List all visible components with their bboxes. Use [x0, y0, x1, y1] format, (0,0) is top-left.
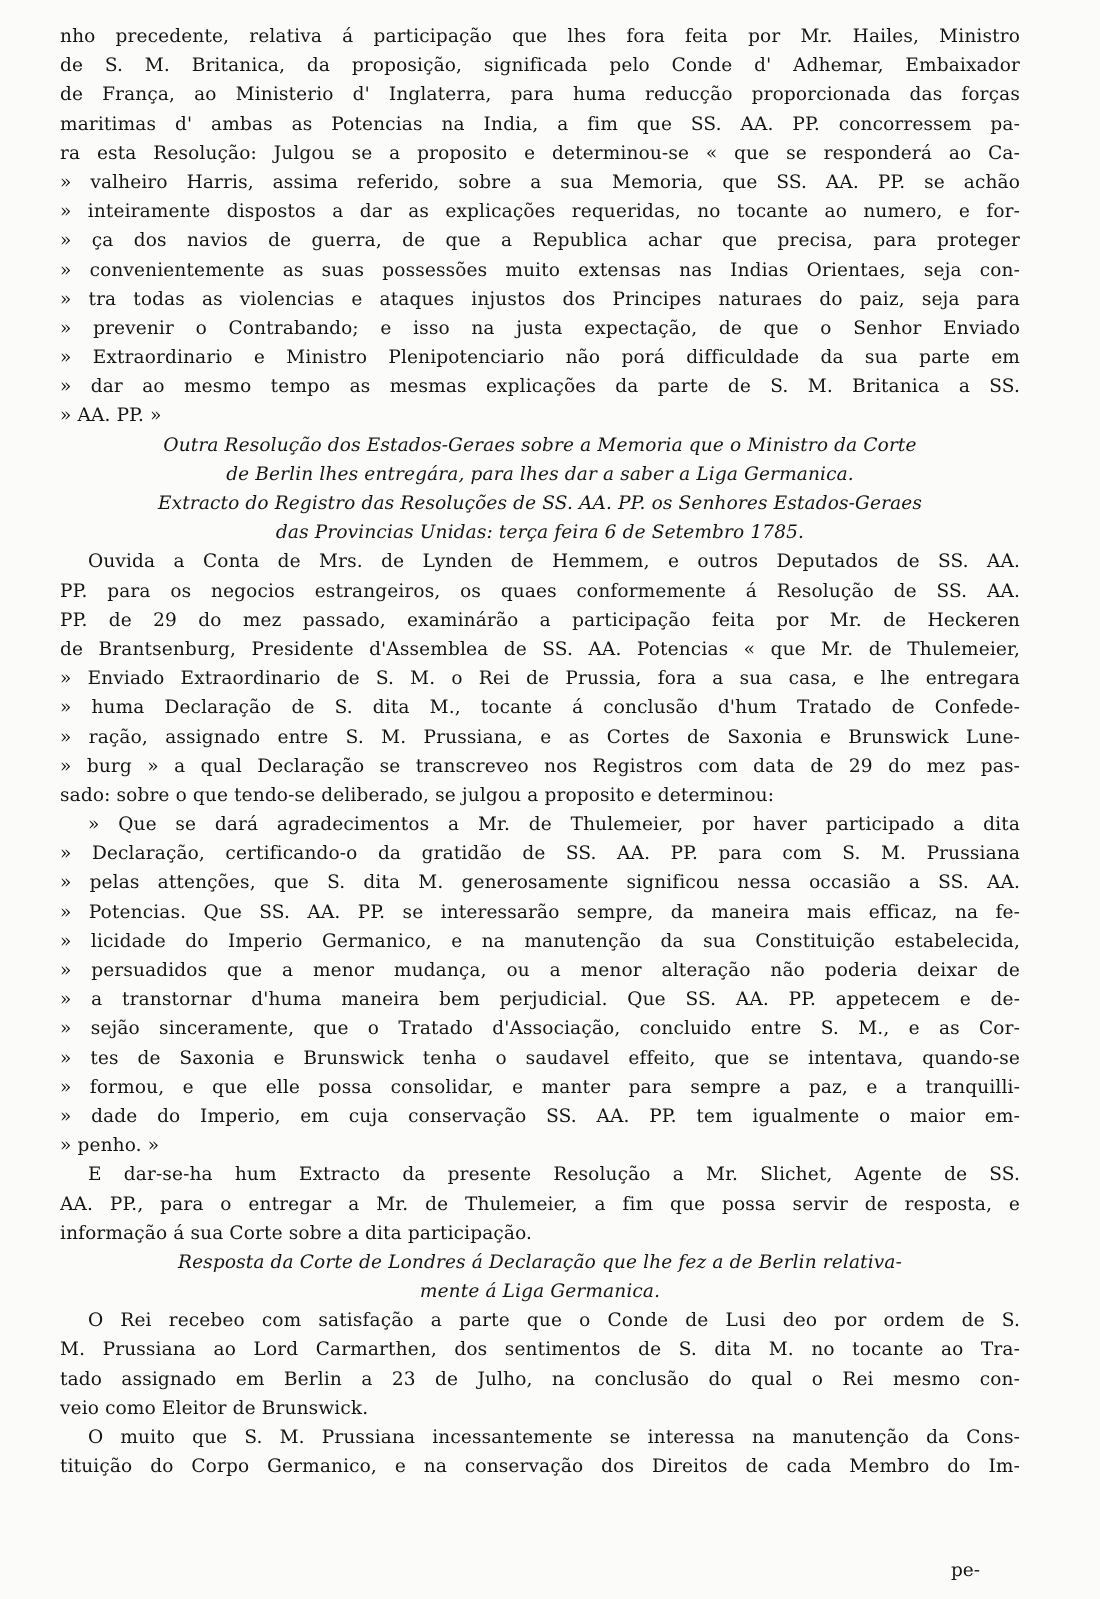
text-line: » dade do Imperio, em cuja conservação SS. AA. PP. tem igualmente o maior em- [60, 1105, 1020, 1127]
text-line: » ração, assignado entre S. M. Prussiana, e as Cortes de Saxonia e Brunswick Lune- [60, 726, 1020, 748]
text-line: sado: sobre o que tendo-se deliberado, se julgou a proposito e determinou: [60, 784, 775, 806]
text-line: » convenientemente as suas possessões muito extensas nas Indias Orientaes, seja con- [60, 259, 1020, 281]
text-line: de Berlin lhes entregára, para lhes dar a saber a Liga Germanica. [226, 463, 854, 485]
text-line: » Declaração, certificando-o da gratidão de SS. AA. PP. para com S. M. Prussiana [60, 843, 1020, 865]
text-line: PP. de 29 do mez passado, examinárão a participação feita por Mr. de Heckeren [60, 609, 1020, 631]
text-line: M. Prussiana ao Lord Carmarthen, dos sentimentos de S. dita M. no tocante ao Tra- [60, 1339, 1020, 1361]
text-line: de Brantsenburg, Presidente d'Assemblea de SS. AA. Potencias « que Mr. de Thulemeier, [60, 638, 1020, 660]
catchword: pe- [950, 1560, 980, 1581]
text-line: » prevenir o Contrabando; e isso na justa expectação, de que o Senhor Enviado [60, 317, 1020, 339]
text-line: AA. PP., para o entregar a Mr. de Thulemeier, a fim que possa servir de resposta, e [60, 1193, 1020, 1215]
text-line: tituição do Corpo Germanico, e na conservação dos Direitos de cada Membro do Im- [60, 1456, 1020, 1478]
text-line: de França, ao Ministerio d' Inglaterra, para huma reducção proporcionada das forças [60, 84, 1020, 106]
text-line: » Extraordinario e Ministro Plenipotenciario não porá difficuldade da sua parte em [60, 347, 1020, 369]
text-line: » Potencias. Que SS. AA. PP. se interessarão sempre, da maneira mais efficaz, na fe- [60, 901, 1020, 923]
text-line: » Enviado Extraordinario de S. M. o Rei de Prussia, fora a sua casa, e lhe entregara [60, 668, 1020, 690]
text-line: ra esta Resolução: Julgou se a proposito e determinou-se « que se responderá ao Ca- [60, 142, 1020, 164]
text-line: E dar-se-ha hum Extracto da presente Resolução a Mr. Slichet, Agente de SS. [88, 1164, 1020, 1186]
text-body [60, 22, 1020, 1481]
text-line: Outra Resolução dos Estados-Geraes sobre a Memoria que o Ministro da Corte [163, 434, 917, 456]
text-line: » ça dos navios de guerra, de que a Republica achar que precisa, para proteger [60, 230, 1020, 252]
text-line: » sejão sinceramente, que o Tratado d'Associação, concluido entre S. M., e as Cor- [60, 1018, 1020, 1040]
text-line: veio como Eleitor de Brunswick. [60, 1397, 369, 1419]
text-line: Extracto do Registro das Resoluções de SS. AA. PP. os Senhores Estados-Geraes [158, 493, 922, 514]
text-line: PP. para os negocios estrangeiros, os quaes conformemente á Resolução de SS. AA. [60, 580, 1020, 602]
text-line: » burg » a qual Declaração se transcreveo nos Registros com data de 29 do mez pas- [60, 755, 1020, 777]
text-line: Resposta da Corte de Londres á Declaração que lhe fez a de Berlin relativa- [178, 1251, 902, 1273]
text-line: Ouvida a Conta de Mrs. de Lynden de Hemmem, e outros Deputados de SS. AA. [88, 551, 1020, 573]
text-line: » penho. » [60, 1135, 160, 1157]
text-line: » valheiro Harris, assima referido, sobre a sua Memoria, que SS. AA. PP. se achão [60, 171, 1020, 193]
text-line: maritimas d' ambas as Potencias na India, a fim que SS. AA. PP. concorressem pa- [60, 113, 1020, 135]
text-line: » formou, e que elle possa consolidar, e manter para sempre a paz, e a tranquilli- [60, 1076, 1020, 1098]
text-line: das Provincias Unidas: terça feira 6 de Setembro 1785. [275, 522, 805, 544]
text-line: » inteiramente dispostos a dar as explicações requeridas, no tocante ao numero, e for- [60, 201, 1020, 223]
text-line: mente á Liga Germanica. [419, 1281, 661, 1303]
text-line: » AA. PP. » [60, 405, 162, 427]
text-line: » Que se dará agradecimentos a Mr. de Thulemeier, por haver participado a dita [88, 814, 1020, 836]
text-line: O Rei recebeo com satisfação a parte que o Conde de Lusi deo por ordem de S. [88, 1310, 1020, 1332]
text-line: » a transtornar d'huma maneira bem perjudicial. Que SS. AA. PP. appetecem e de- [60, 989, 1020, 1011]
text-line: nho precedente, relativa á participação que lhes fora feita por Mr. Hailes, Ministro [60, 26, 1020, 47]
text-line: » tra todas as violencias e ataques injustos dos Principes naturaes do paiz, seja para [60, 288, 1020, 310]
text-line: » licidade do Imperio Germanico, e na manutenção da sua Constituição estabelecida, [60, 930, 1020, 952]
text-line: » huma Declaração de S. dita M., tocante á conclusão d'hum Tratado de Confede- [60, 697, 1020, 719]
text-line: tado assignado em Berlin a 23 de Julho, na conclusão do qual o Rei mesmo con- [60, 1368, 1020, 1390]
text-line: » pelas attenções, que S. dita M. generosamente significou nessa occasião a SS. AA. [60, 872, 1020, 894]
text-line: informação á sua Corte sobre a dita participação. [60, 1222, 533, 1244]
text-line: de S. M. Britanica, da proposição, significada pelo Conde d' Adhemar, Embaixador [60, 55, 1020, 77]
text-line: » dar ao mesmo tempo as mesmas explicações da parte de S. M. Britanica a SS. [60, 376, 1020, 398]
text-line: O muito que S. M. Prussiana incessantemente se interessa na manutenção da Cons- [88, 1427, 1020, 1448]
text-line: » persuadidos que a menor mudança, ou a menor alteração não poderia deixar de [60, 960, 1020, 981]
text-line: » tes de Saxonia e Brunswick tenha o saudavel effeito, que se intentava, quando-se [60, 1047, 1020, 1069]
